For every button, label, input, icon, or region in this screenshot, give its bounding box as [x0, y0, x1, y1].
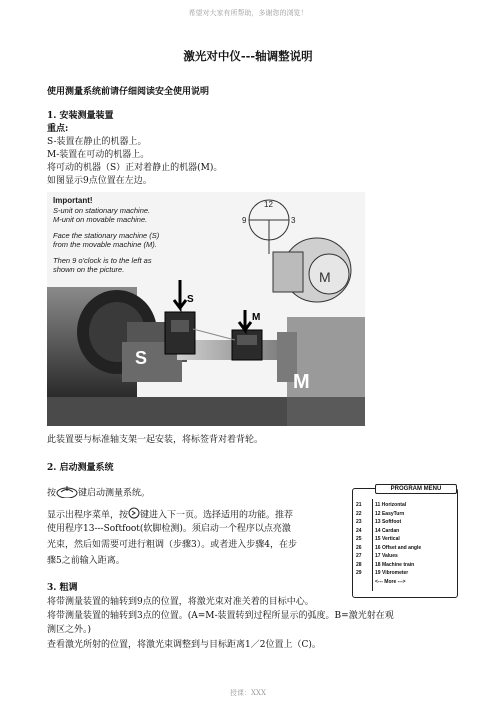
menu-page-number: 24 — [356, 527, 362, 534]
callout-line-3: Face the stationary machine (S) — [53, 230, 160, 240]
menu-item: 17 Values — [375, 553, 398, 559]
section-3-line-2: 将带测量装置的轴转到3点的位置。(A=M-装置转到过程所显示的弧度。B=激光射在观 — [47, 611, 394, 621]
section-1-heading: 1. 安装测量装置 — [47, 111, 114, 121]
callout-line-5: Then 9 o'clock is to the left as — [53, 255, 152, 265]
menu-item: 11 Horizontal — [375, 502, 407, 508]
document-title: 激光对中仪---轴调整说明 — [183, 49, 313, 63]
menu-item: 13 Softfoot — [375, 519, 402, 525]
power-key-text: 键启动测量系统。 — [78, 488, 151, 499]
callout-line-2: M-unit on movable machine. — [53, 215, 148, 224]
next-page-key-icon — [128, 507, 140, 523]
movable-machine-label: M — [293, 371, 310, 393]
watermark-footer: 授课：XXX — [230, 689, 266, 697]
clock-9-label: 9 — [242, 216, 247, 225]
program-menu-title: PROGRAM MENU — [375, 484, 457, 494]
menu-prompt-text: 显示出程序菜单，按 — [47, 510, 129, 521]
menu-page-number: 29 — [356, 570, 362, 576]
section-1-line-1: S-装置在静止的机器上。 — [47, 137, 147, 147]
m-unit-arrow-label: M — [252, 312, 261, 323]
section-1-line-3: 将可动的机器（S）正对着静止的机器(M)。 — [47, 163, 223, 173]
menu-item: 14 Cardan — [375, 527, 400, 534]
section-2-line-5: 骤5之前输入距离。 — [47, 556, 125, 566]
callout-title: Important! — [53, 196, 93, 205]
menu-page-number: 25 — [356, 536, 362, 542]
menu-item: 19 Vibrometer — [375, 570, 409, 576]
motor-m-label: M — [319, 269, 331, 285]
menu-item: 15 Vertical — [375, 536, 400, 542]
menu-divider — [372, 499, 373, 591]
callout-line-6: shown on the picture. — [53, 265, 125, 274]
menu-page-number: 23 — [356, 519, 362, 525]
section-2-line-1 — [47, 484, 150, 502]
program-menu-panel — [352, 488, 458, 598]
key-points-label: 重点: — [47, 124, 69, 134]
menu-page-number: 28 — [356, 561, 362, 568]
clock-3-label: 3 — [291, 216, 296, 225]
section-2-heading: 2. 启动测量系统 — [47, 463, 114, 473]
section-2-line-2 — [47, 507, 293, 523]
menu-item: 18 Machine train — [375, 561, 415, 568]
menu-prompt-text-2: 键进入下一页。选择适用的功能。推荐 — [140, 510, 294, 521]
section-3-heading: 3. 粗调 — [47, 583, 78, 593]
clock-12-label: 12 — [264, 200, 273, 209]
installation-illustration — [47, 192, 365, 426]
menu-page-number: 22 — [356, 510, 362, 517]
callout-line-4: from the movable machine (M). — [53, 240, 157, 249]
power-key-icon — [56, 484, 78, 502]
menu-item: 12 EasyTurn — [375, 510, 405, 517]
important-callout — [53, 196, 159, 275]
menu-page-number: 21 — [356, 502, 362, 508]
section-2-line-3: 使用程序13---Softfoot(软脚检测)。须启动一个程序以点亮激 — [47, 524, 291, 534]
menu-page-number: 26 — [356, 544, 362, 551]
stationary-machine-label: S — [135, 348, 148, 368]
section-2-line-4: 光束，然后如需要可进行粗调（步骤3）。或者进入步骤4，在步 — [47, 540, 297, 550]
section-1-line-4: 如图显示9点位置在左边。 — [47, 176, 152, 186]
press-label: 按 — [47, 488, 57, 499]
section-1-after-image: 此装置要与标准轴支架一起安装，将标签背对着背轮。 — [47, 435, 264, 445]
menu-page-numbers — [356, 501, 372, 578]
callout-line-1: S-unit on stationary machine. — [53, 205, 151, 215]
menu-page-number: 27 — [356, 553, 362, 559]
menu-item: 16 Offset and angle — [375, 544, 422, 551]
watermark-header: 希望对大家有所帮助，多谢您的浏览！ — [188, 9, 308, 17]
section-3-line-1: 将带测量装置的轴转到9点的位置，将激光束对准关着的目标中心。 — [47, 597, 314, 607]
section-1-line-2: M-装置在可动的机器上。 — [47, 150, 150, 160]
safety-notice: 使用测量系统前请仔细阅读安全使用说明 — [47, 87, 210, 97]
menu-program-list — [375, 501, 421, 586]
s-unit-arrow-label: S — [187, 294, 194, 305]
section-3-line-3: 测区之外。) — [47, 625, 92, 635]
menu-item-more: <--- More ---> — [375, 578, 406, 585]
section-3-line-4: 查看激光所射的位置，将激光束调整到与目标距离1／2位置上（C)。 — [47, 640, 321, 650]
